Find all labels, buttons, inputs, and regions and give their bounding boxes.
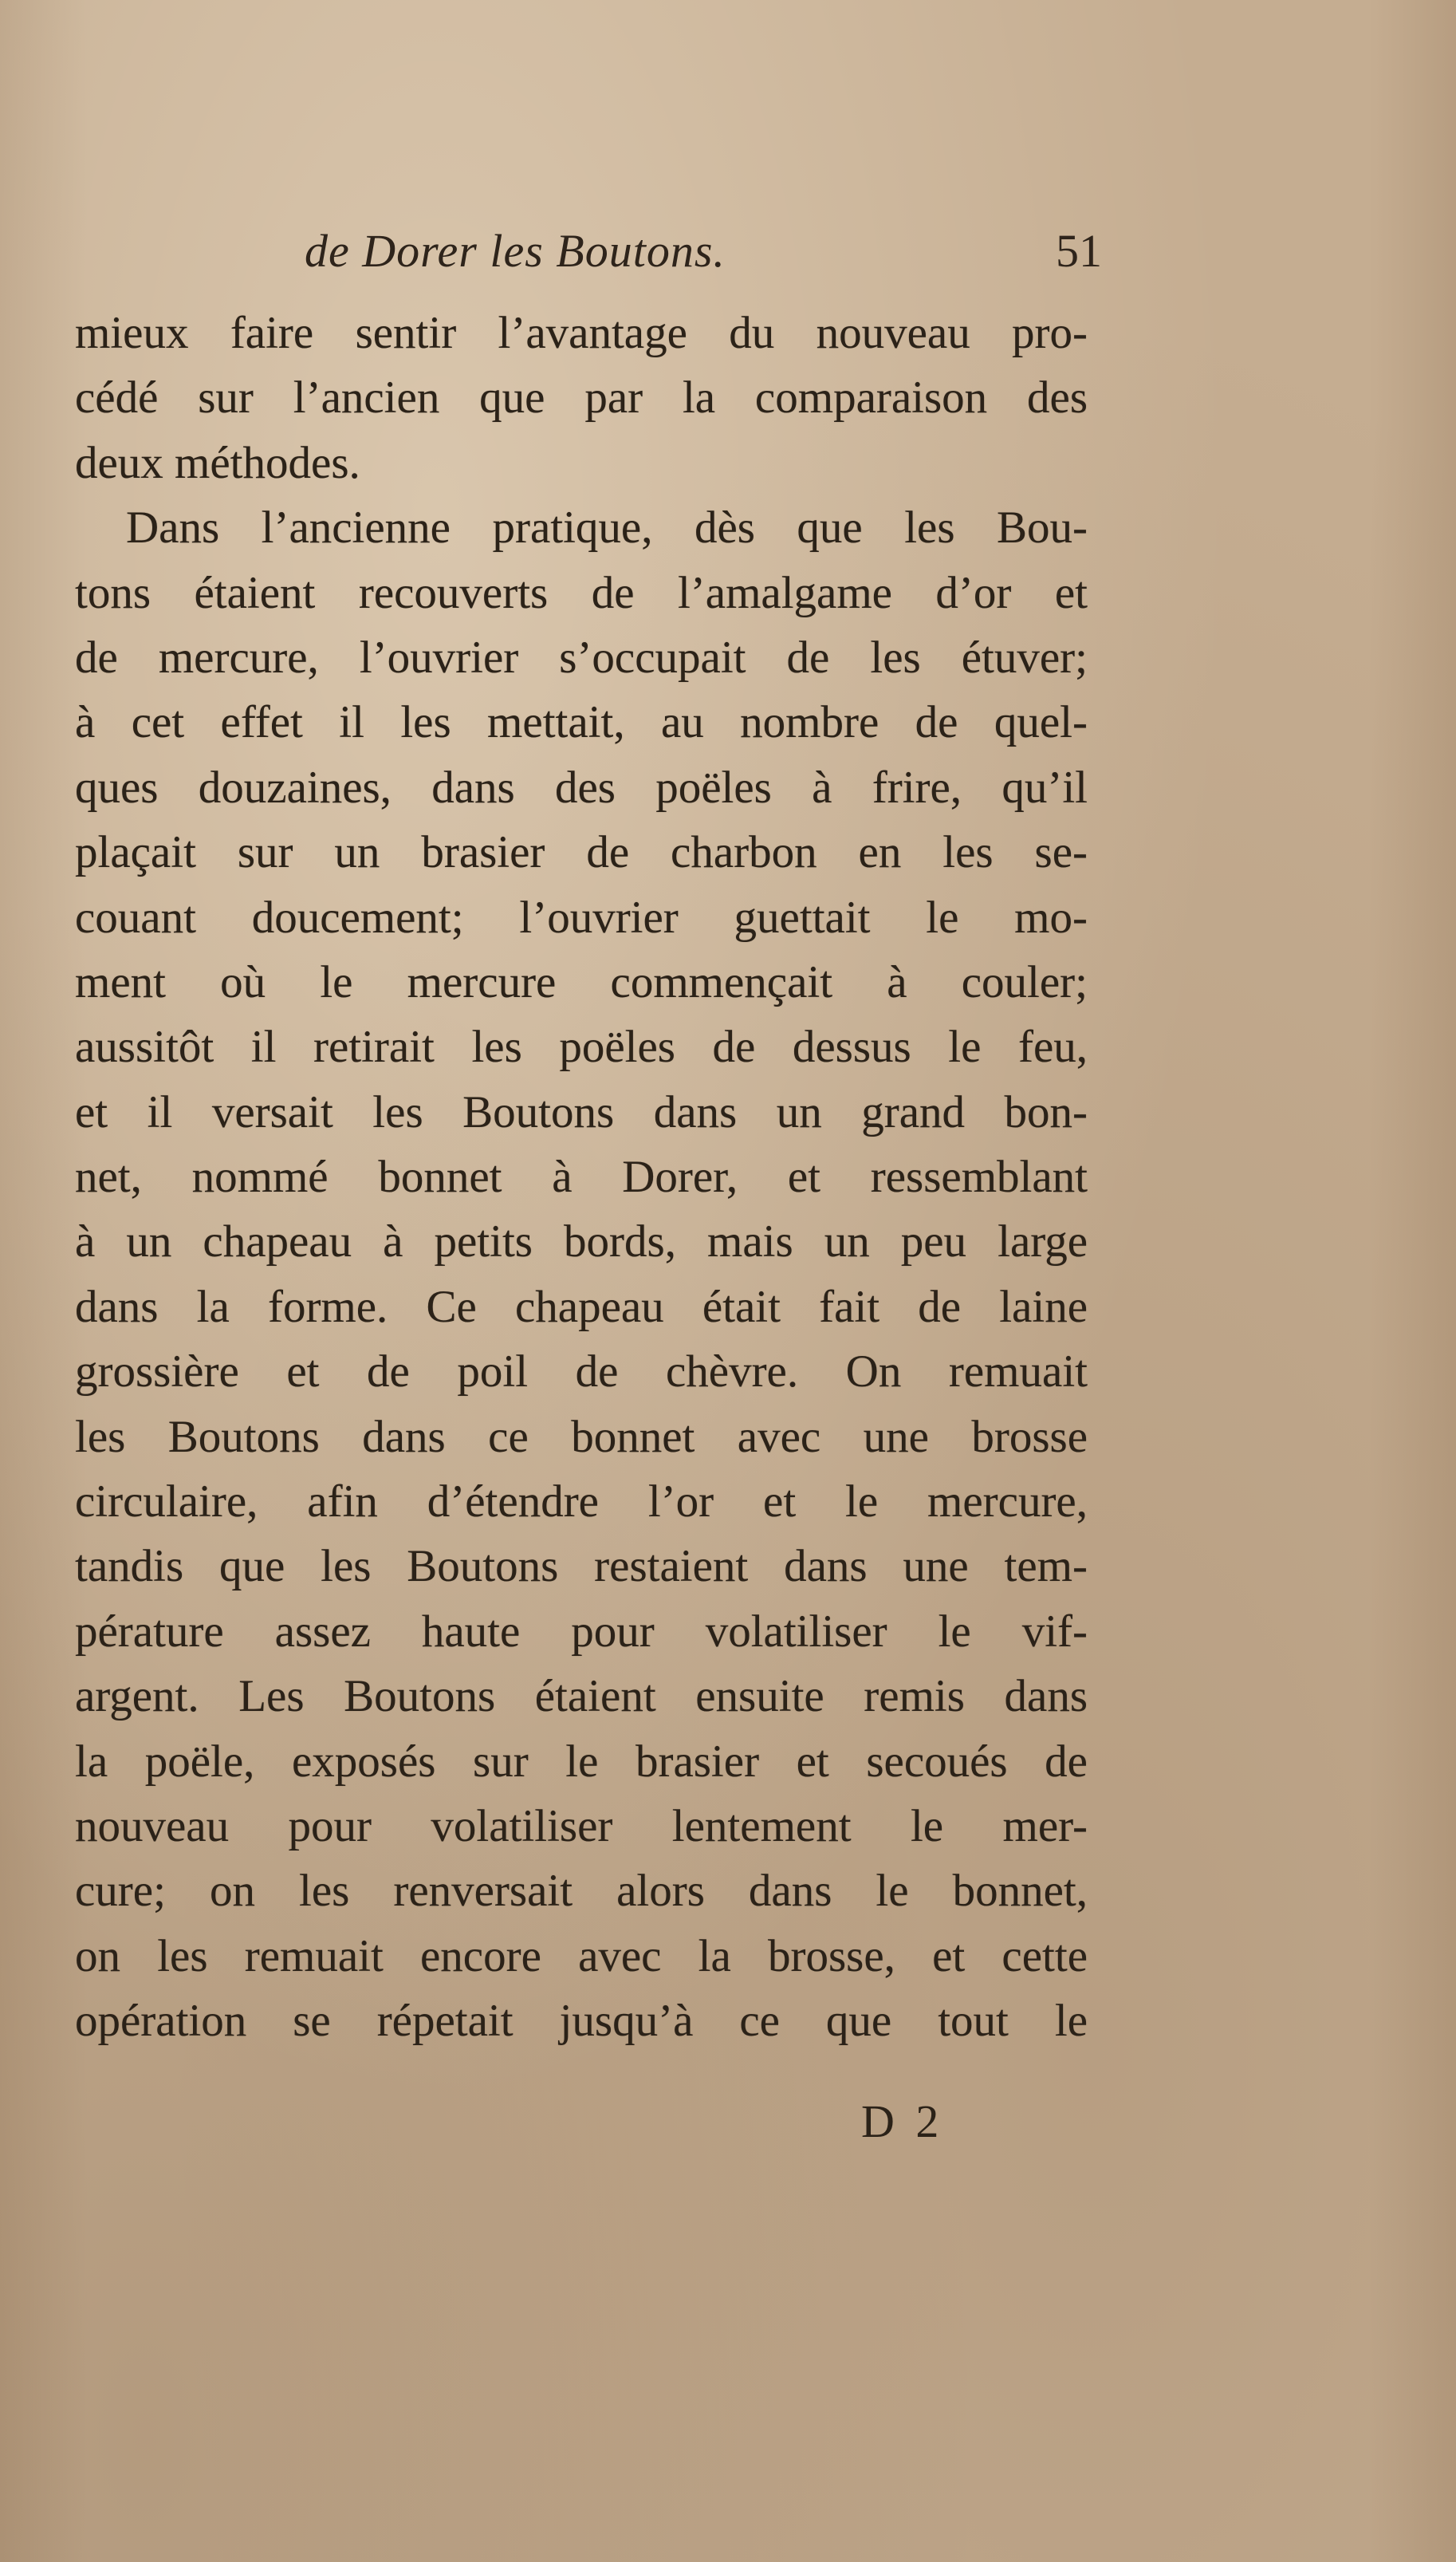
text-line: deux méthodes. <box>75 437 360 488</box>
text-line: ment où le mercure commençait à couler; <box>75 956 1088 1007</box>
text-line: grossière et de poil de chèvre. On remuait <box>75 1346 1088 1397</box>
running-head <box>305 217 1102 286</box>
text-line: on les remuait encore avec la brosse, et cette <box>75 1930 1088 1981</box>
text-line: net, nommé bonnet à Dorer, et ressemblant <box>75 1152 1088 1203</box>
text-line: à un chapeau à petits bords, mais un peu large <box>75 1216 1088 1267</box>
signature-mark: D 2 <box>861 2095 944 2147</box>
text-line: cure; on les renversait alors dans le bonnet, <box>75 1866 1088 1917</box>
text-line: pérature assez haute pour volatiliser le vif- <box>75 1606 1088 1657</box>
text-line: argent. Les Boutons étaient ensuite remis dans <box>75 1671 1088 1722</box>
text-line: ques douzaines, dans des poëles à frire, qu’il <box>75 762 1088 813</box>
body-text <box>75 301 1088 2054</box>
text-line: couant doucement; l’ouvrier guettait le mo- <box>75 892 1088 943</box>
text-line: nouveau pour volatiliser lentement le mer- <box>75 1800 1088 1851</box>
text-line: tons étaient recouverts de l’amalgame d’or et <box>75 567 1088 618</box>
text-line: mieux faire sentir l’avantage du nouveau pro- <box>75 308 1088 358</box>
text-line: et il versait les Boutons dans un grand bon- <box>75 1086 1088 1137</box>
page-number: 51 <box>1056 225 1102 277</box>
text-line: cédé sur l’ancien que par la comparaison des <box>75 372 1088 424</box>
text-line: tandis que les Boutons restaient dans une tem- <box>75 1541 1088 1592</box>
running-head-title: de Dorer les Boutons. <box>305 225 726 277</box>
text-line: dans la forme. Ce chapeau était fait de laine <box>75 1281 1088 1332</box>
text-line: plaçait sur un brasier de charbon en les se- <box>75 827 1088 878</box>
text-line: aussitôt il retirait les poëles de dessus le feu, <box>75 1022 1088 1073</box>
text-line: circulaire, afin d’étendre l’or et le mercure, <box>75 1476 1088 1527</box>
text-line: la poële, exposés sur le brasier et secoués de <box>75 1736 1088 1787</box>
text-line: les Boutons dans ce bonnet avec une brosse <box>75 1411 1088 1462</box>
paragraph-start-line: Dans l’ancienne pratique, dès que les Bou- <box>126 503 1088 554</box>
text-line: à cet effet il les mettait, au nombre de quel- <box>75 697 1088 748</box>
text-line: opération se répetait jusqu’à ce que tout le <box>75 1996 1088 2047</box>
text-line: de mercure, l’ouvrier s’occupait de les étuver; <box>75 632 1088 683</box>
